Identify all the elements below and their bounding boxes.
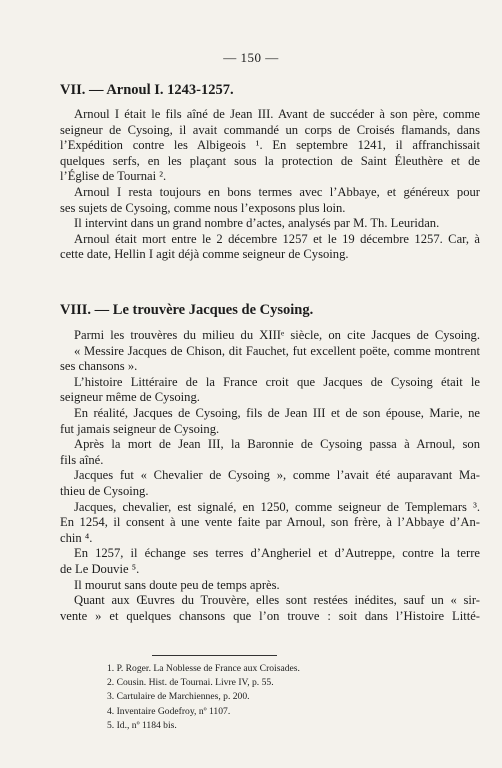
text-line: Jacques, chevalier, est signalé, en 1250, comme seigneur de Templemars ³. xyxy=(74,499,480,514)
text-line: l’Expédition contre les Albigeois ¹. En septembre 1241, il affranchissait xyxy=(60,138,480,153)
section-title-vii: VII. — Arnoul I. 1243-1257. xyxy=(60,82,234,98)
text-line: Parmi les trouvères du milieu du XIIIᵉ siècle, on cite Jacques de Cysoing. xyxy=(74,328,480,342)
text-line: vente » et quelques chansons que l’on trouve : soit dans l’Histoire Litté- xyxy=(60,608,480,623)
footnote: 1. P. Roger. La Noblesse de France aux Croisades. xyxy=(107,663,300,674)
section-title-viii: VIII. — Le trouvère Jacques de Cysoing. xyxy=(60,302,314,318)
text-line: seigneur de Cysoing, il avait commandé un corps de Croisés flamands, dans xyxy=(60,122,480,137)
text-line: fils aîné. xyxy=(60,452,104,467)
text-line: l’Église de Tournai ². xyxy=(60,169,167,184)
text-line: En 1257, il échange ses terres d’Angheriel et d’Autreppe, contre la terre xyxy=(74,546,480,561)
text-line: En réalité, Jacques de Cysoing, fils de Jean III et de son épouse, Marie, ne xyxy=(74,405,480,420)
page-number: — 150 — xyxy=(223,50,279,65)
text-line: Arnoul I resta toujours en bons termes avec l’Abbaye, et généreux pour xyxy=(74,184,480,199)
text-line: ses sujets de Cysoing, comme nous l’exposons plus loin. xyxy=(60,200,346,215)
text-line: Quant aux Œuvres du Trouvère, elles sont restées inédites, sauf un « sir- xyxy=(74,593,480,608)
text-line: ses chansons ». xyxy=(60,359,138,374)
text-line: thieu de Cysoing. xyxy=(60,483,149,498)
text-line: de Le Douvie ⁵. xyxy=(60,561,140,576)
text-line: Jacques fut « Chevalier de Cysoing », comme l’avait été auparavant Ma- xyxy=(74,468,480,483)
footnote: 4. Inventaire Godefroy, nº 1107. xyxy=(107,705,231,717)
footnote: 2. Cousin. Hist. de Tournai. Livre IV, p. 55. xyxy=(107,677,274,689)
text-line: cette date, Hellin I agit déjà comme seigneur de Cysoing. xyxy=(60,247,349,262)
footnote: 3. Cartulaire de Marchiennes, p. 200. xyxy=(107,691,250,703)
footnotes xyxy=(107,662,467,733)
section-vii-body xyxy=(60,107,480,263)
text-line: Arnoul I était le fils aîné de Jean III. Avant de succéder à son père, comme xyxy=(74,107,480,121)
text-line: chin ⁴. xyxy=(60,530,93,545)
text-line: « Messire Jacques de Chison, dit Fauchet, fut excellent poëte, comme montrent xyxy=(74,343,480,358)
section-viii-body xyxy=(60,328,480,624)
footnote-divider xyxy=(152,655,277,656)
text-line: L’histoire Littéraire de la France croit que Jacques de Cysoing était le xyxy=(74,374,480,389)
text-line: quelques serfs, en les plaçant sous la protection de Saint Éleuthère et de xyxy=(60,153,480,168)
text-line: Il intervint dans un grand nombre d’actes, analysés par M. Th. Leuridan. xyxy=(74,216,440,231)
text-line: Arnoul était mort entre le 2 décembre 1257 et le 19 décembre 1257. Car, à xyxy=(74,231,480,246)
text-line: fut jamais seigneur de Cysoing. xyxy=(60,421,220,436)
footnote: 5. Id., nº 1184 bis. xyxy=(107,719,177,731)
text-line: Après la mort de Jean III, la Baronnie de Cysoing passa à Arnoul, son xyxy=(74,437,480,452)
text-line: Il mourut sans doute peu de temps après. xyxy=(74,577,280,592)
text-line: seigneur même de Cysoing. xyxy=(60,390,200,405)
text-line: En 1254, il consent à une vente faite par Arnoul, son frère, à l’Abbaye d’An- xyxy=(60,515,480,530)
